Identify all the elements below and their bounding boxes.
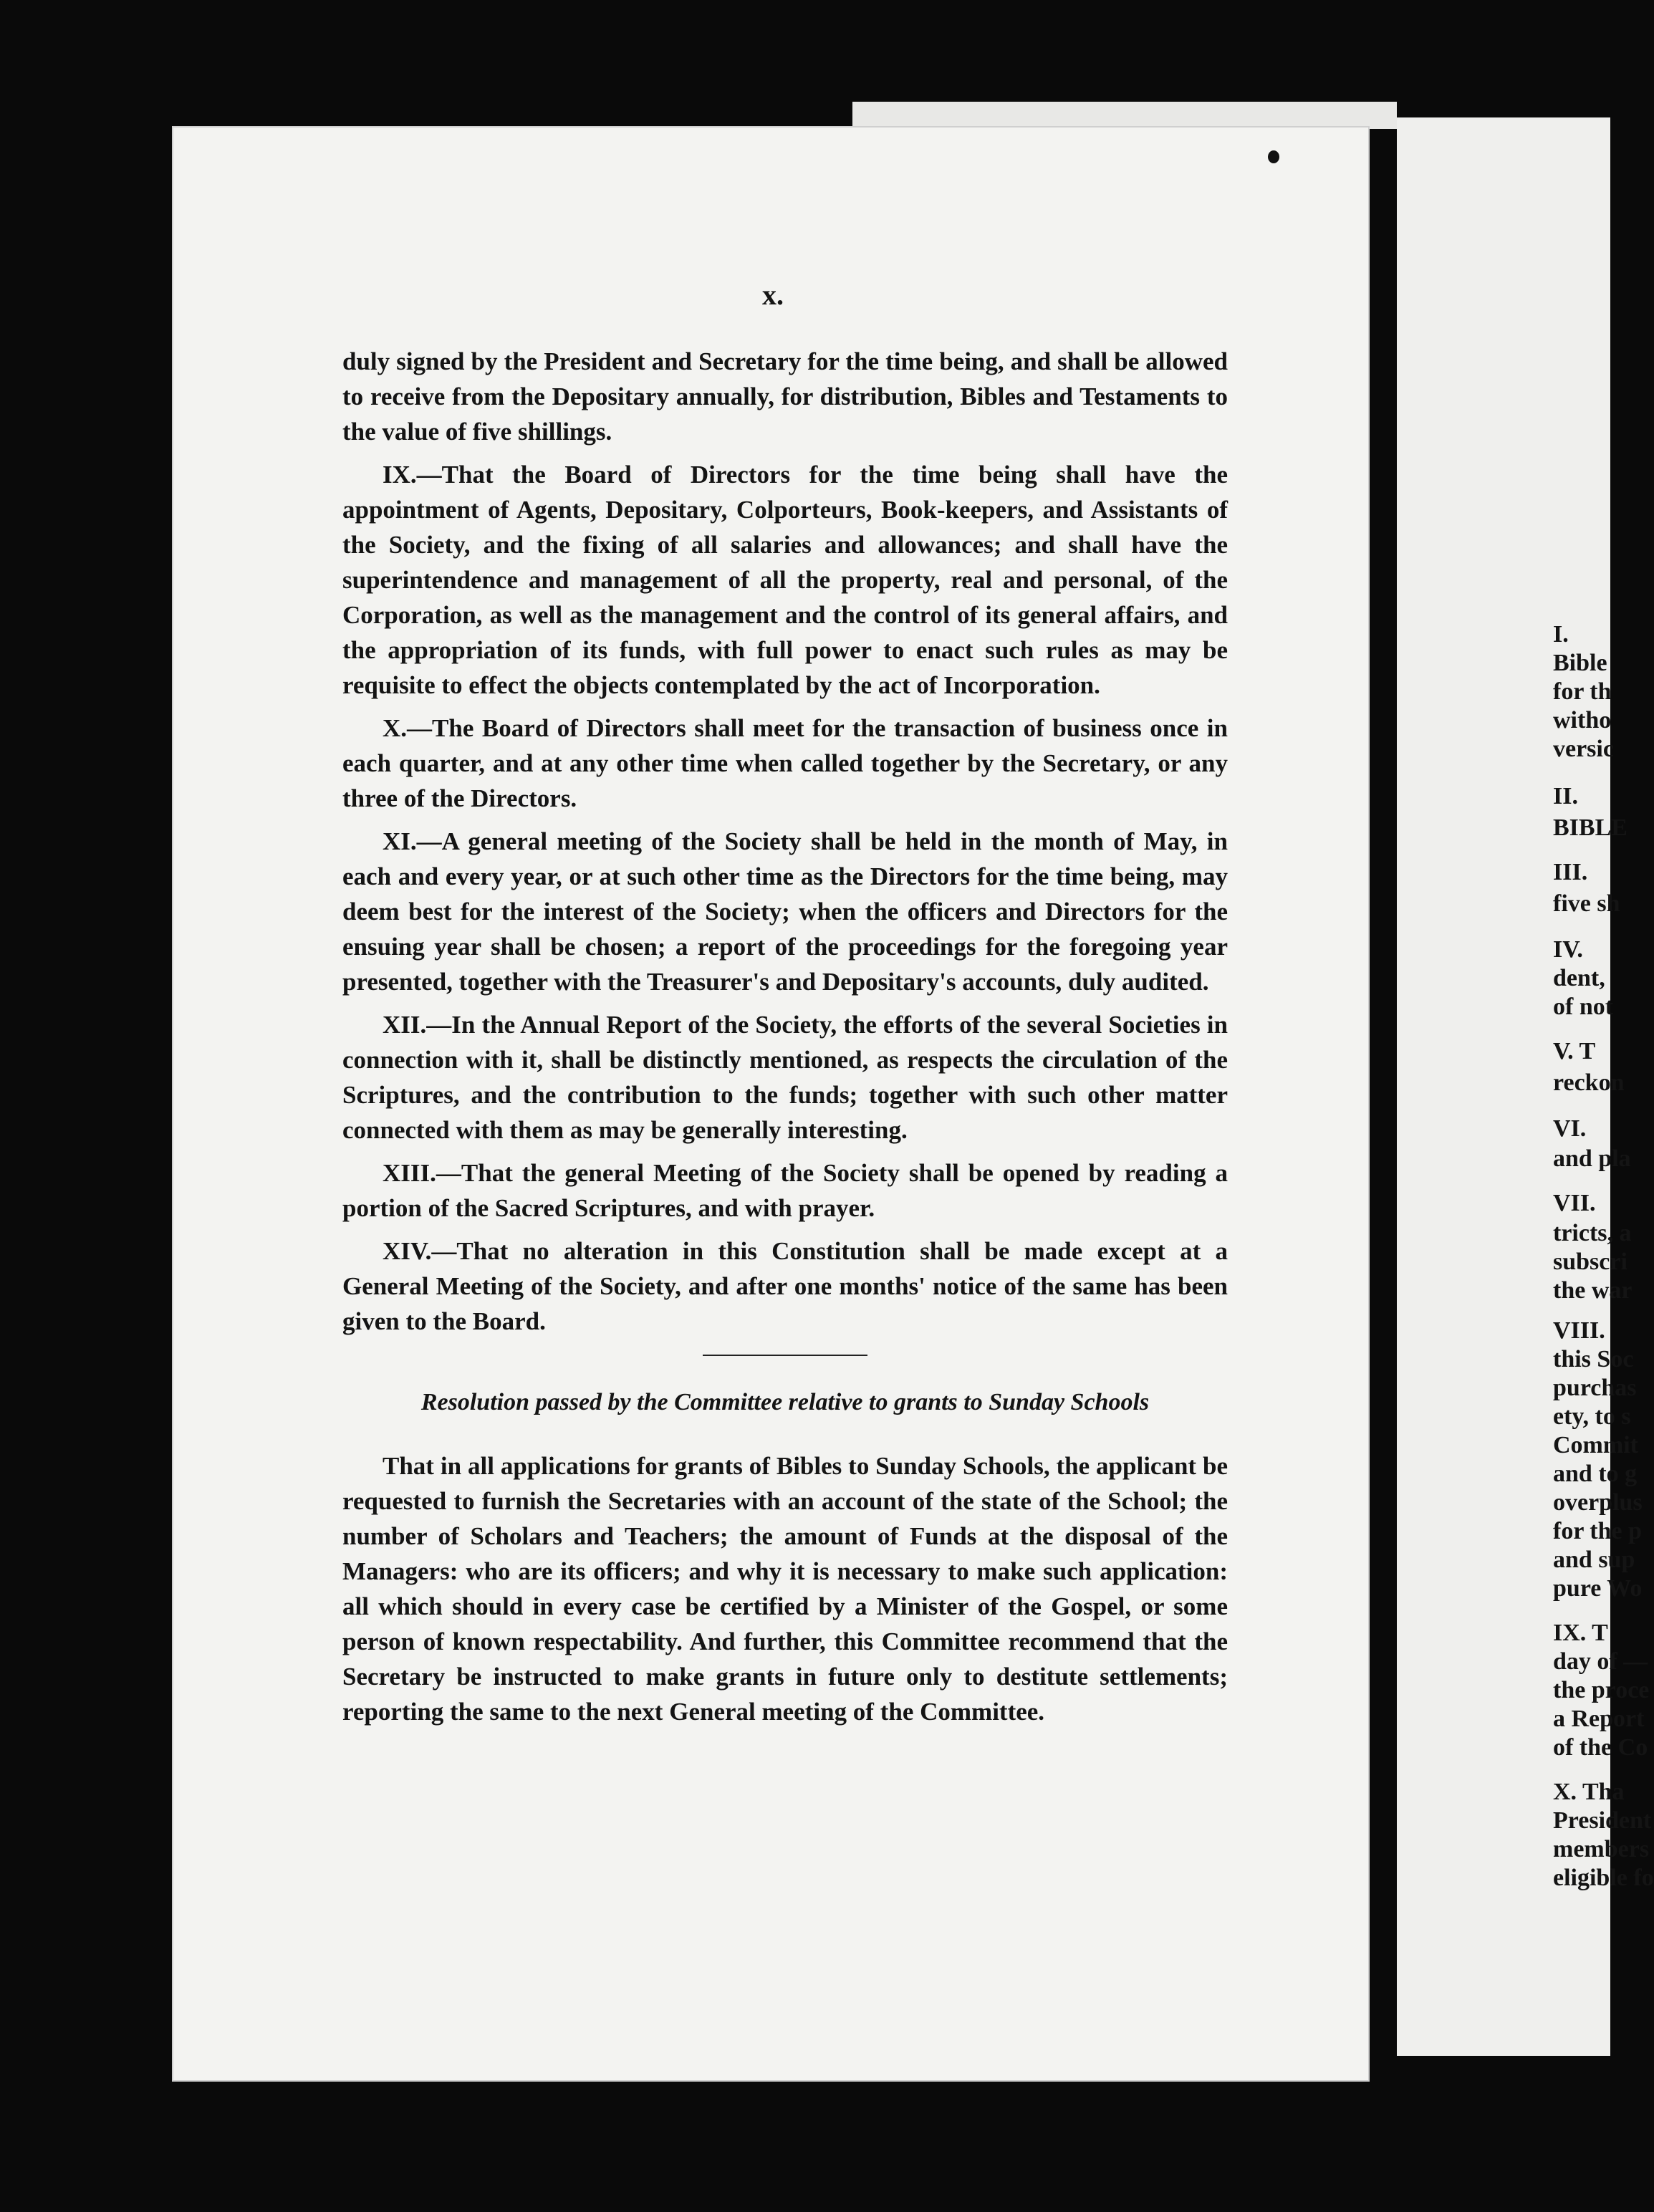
facing-fragment: Bible (1553, 650, 1607, 676)
facing-fragment: witho (1553, 707, 1612, 734)
facing-fragment: the proce (1553, 1677, 1650, 1703)
article-xii: XII.—In the Annual Report of the Society, the efforts of the several Societies in connection with it, shall be distinctly mentioned, as respects the circulation of the Scriptures, and the contribution to the funds; together with such other matter connected with them as may be generally interesting. (342, 1011, 1228, 1144)
facing-fragment: VI. (1553, 1115, 1587, 1142)
facing-fragment: BIBLE (1553, 814, 1627, 841)
facing-fragment: II. (1553, 783, 1578, 809)
article-ix: IX.—That the Board of Directors for the time being shall have the appointment of Agents, Depositary, Colporteurs, Book-keepers, and Assistants of the Society, and the fixing of all salaries and allowances; and shall have the superintendence and management of all the property, real and personal, of the Corporation, as well as the management and the control of its general affairs, and the appropriation of its funds, with full power to enact such rules as may be requisite to effect the objects contemplated by the act of Incorporation. (342, 461, 1228, 699)
facing-fragment: a Report (1553, 1706, 1645, 1732)
article-xi: XI.—A general meeting of the Society shall be held in the month of May, in each and every year, or at such other time as the Directors for the time being, may deem best for the interest of the Society; when the officers and Directors for the ensuing year shall be chosen; a report of the proceedings for the foregoing year presented, together with the Treasurer's and Depositary's accounts, duly audited. (342, 827, 1228, 996)
article-xiv: XIV.—That no alteration in this Constitution shall be made except at a General Meeting of the Society, and after one months' notice of the same has been given to the Board. (342, 1237, 1228, 1335)
facing-fragment: of the Co (1553, 1734, 1648, 1761)
facing-fragment: ety, to s (1553, 1403, 1631, 1430)
facing-fragment: for the p (1553, 1518, 1643, 1544)
facing-fragment: IX. T (1553, 1620, 1608, 1646)
facing-fragment: and pla (1553, 1145, 1631, 1172)
facing-fragment: tricts, a (1553, 1220, 1632, 1246)
facing-fragment: this Soc (1553, 1346, 1634, 1372)
facing-fragment: Commit (1553, 1432, 1638, 1458)
facing-fragment: dent, (1553, 965, 1605, 991)
article-x: X.—The Board of Directors shall meet for the transaction of business once in each quarter, and at any other time when called together by the Secretary, or any three of the Directors. (342, 714, 1228, 812)
facing-fragment: VIII. (1553, 1317, 1605, 1344)
page-body (342, 344, 1228, 1737)
facing-fragment: IV. (1553, 936, 1583, 963)
resolution-text: That in all applications for grants of Bibles to Sunday Schools, the applicant be requested to furnish the Secretaries with an account of the state of the School; the number of Scholars and Teachers; the amount of Funds at the disposal of the Managers: who are its officers; and why it is necessary to make such application: all which should in every case be certified by a Minister of the Gospel, or some person of known respectability. And further, this Committee recommend that the Secretary be instructed to make grants in future only to destitute settlements; reporting the same to the next General meeting of the Committee. (342, 1452, 1228, 1726)
facing-fragment: V. T (1553, 1038, 1596, 1064)
page-edge-strip (852, 102, 1397, 129)
facing-fragment: overplus (1553, 1489, 1643, 1516)
facing-fragment: III. (1553, 859, 1588, 885)
facing-fragment: of not (1553, 994, 1614, 1020)
article-xiii: XIII.—That the general Meeting of the Society shall be opened by reading a portion of the Sacred Scriptures, and with prayer. (342, 1159, 1228, 1222)
facing-fragment: I. (1553, 621, 1569, 648)
facing-fragment: subscri (1553, 1249, 1627, 1275)
facing-fragment: VII. (1553, 1190, 1596, 1216)
facing-fragment: and sup (1553, 1547, 1635, 1573)
facing-fragment: and to g (1553, 1461, 1638, 1487)
facing-fragment: for th (1553, 678, 1612, 705)
facing-fragment: pure Wo (1553, 1575, 1643, 1602)
page-folio: x. (762, 279, 784, 311)
ink-dot (1268, 150, 1279, 163)
section-divider (703, 1355, 867, 1356)
facing-fragment: X. Tha (1553, 1779, 1625, 1805)
facing-fragment: reckon (1553, 1069, 1625, 1096)
facing-fragment: five sh (1553, 890, 1620, 917)
facing-fragment: members (1553, 1836, 1650, 1862)
facing-fragment: President (1553, 1807, 1652, 1834)
paragraph-continuation: duly signed by the President and Secretary for the time being, and shall be allowed to receive from the Depositary annually, for distribution, Bibles and Testaments to the value of five shillings. (342, 347, 1228, 446)
facing-fragment: purchas (1553, 1375, 1637, 1401)
facing-fragment: eligible fo (1553, 1865, 1654, 1891)
facing-fragment: versic (1553, 736, 1614, 762)
facing-fragment: day of — (1553, 1648, 1648, 1675)
resolution-title: Resolution passed by the Committee relative to grants to Sunday Schools (420, 1389, 1150, 1415)
facing-fragment: the war (1553, 1277, 1633, 1304)
